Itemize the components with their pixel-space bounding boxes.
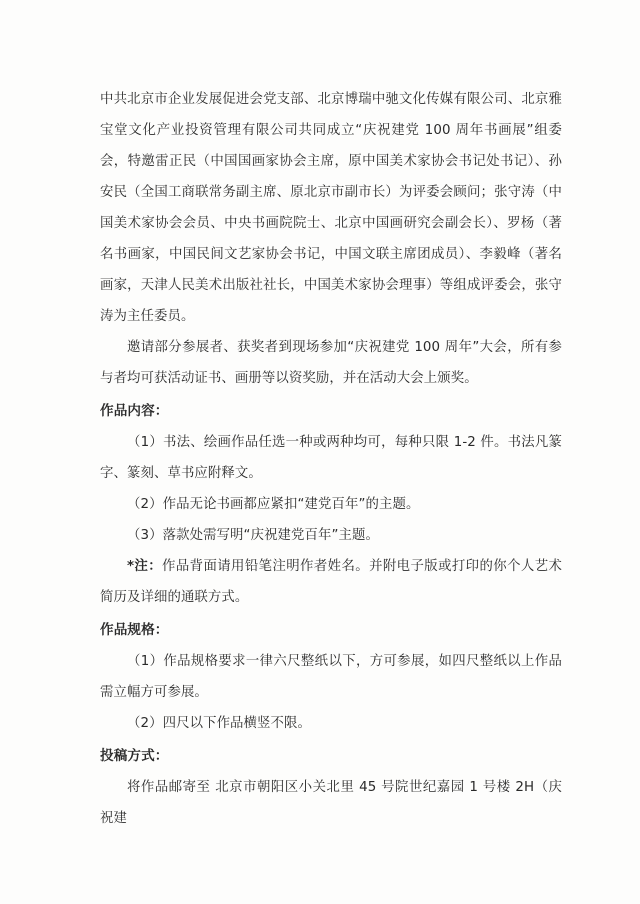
section-heading-content: 作品内容： (100, 403, 169, 419)
content-item-1: （1）书法、绘画作品任选一种或两种均可，每种只限 1-2 件。书法凡篆字、篆刻、草书应附释文。 (100, 435, 562, 481)
document-body (100, 84, 562, 834)
content-item-3: （3）落款处需写明“庆祝建党百年”主题。 (127, 528, 380, 543)
content-note (100, 551, 562, 613)
spec-item-1: （1）作品规格要求一律六尺整纸以下，方可参展，如四尺整纸以上作品需立幅方可参展。 (100, 654, 562, 700)
intro-paragraph: 中共北京市企业发展促进会党支部、北京博瑞中驰文化传媒有限公司、北京雅宝堂文化产业投资管理有限公司共同成立“庆祝建党 100 周年书画展”组委会，特邀雷正民（中国国画家协会主席，原中国美术家协会书记处书记）、孙安民（全国工商联常务副主席、原北京市副市长）为评委会顾问；张守涛（中国美术家协会会员、中央书画院院士、北京中国画研究会副会长）、罗杨（著名书画家，中国民间文艺家协会书记，中国文联主席团成员）、李毅峰（著名画家，天津人民美术出版社社长，中国美术家协会理事）等组成评委会，张守涛为主任委员。 (100, 92, 562, 324)
invitation-paragraph: 邀请部分参展者、获奖者到现场参加“庆祝建党 100 周年”大会，所有参与者均可获活动证书、画册等以资奖励，并在活动大会上颁奖。 (100, 340, 562, 386)
section-heading-submit: 投稿方式： (100, 748, 169, 764)
section-heading-spec: 作品规格： (100, 622, 169, 638)
submit-text: 将作品邮寄至 北京市朝阳区小关北里 45 号院世纪嘉园 1 号楼 2H（庆祝建 (100, 780, 562, 826)
note-text: 作品背面请用铅笔注明作者姓名。并附电子版或打印的你个人艺术简历及详细的通联方式。 (100, 559, 562, 605)
spec-item-2: （2）四尺以下作品横竖不限。 (127, 716, 311, 731)
note-label: *注： (127, 559, 163, 574)
content-item-2: （2）作品无论书画都应紧扣“建党百年”的主题。 (127, 497, 420, 512)
